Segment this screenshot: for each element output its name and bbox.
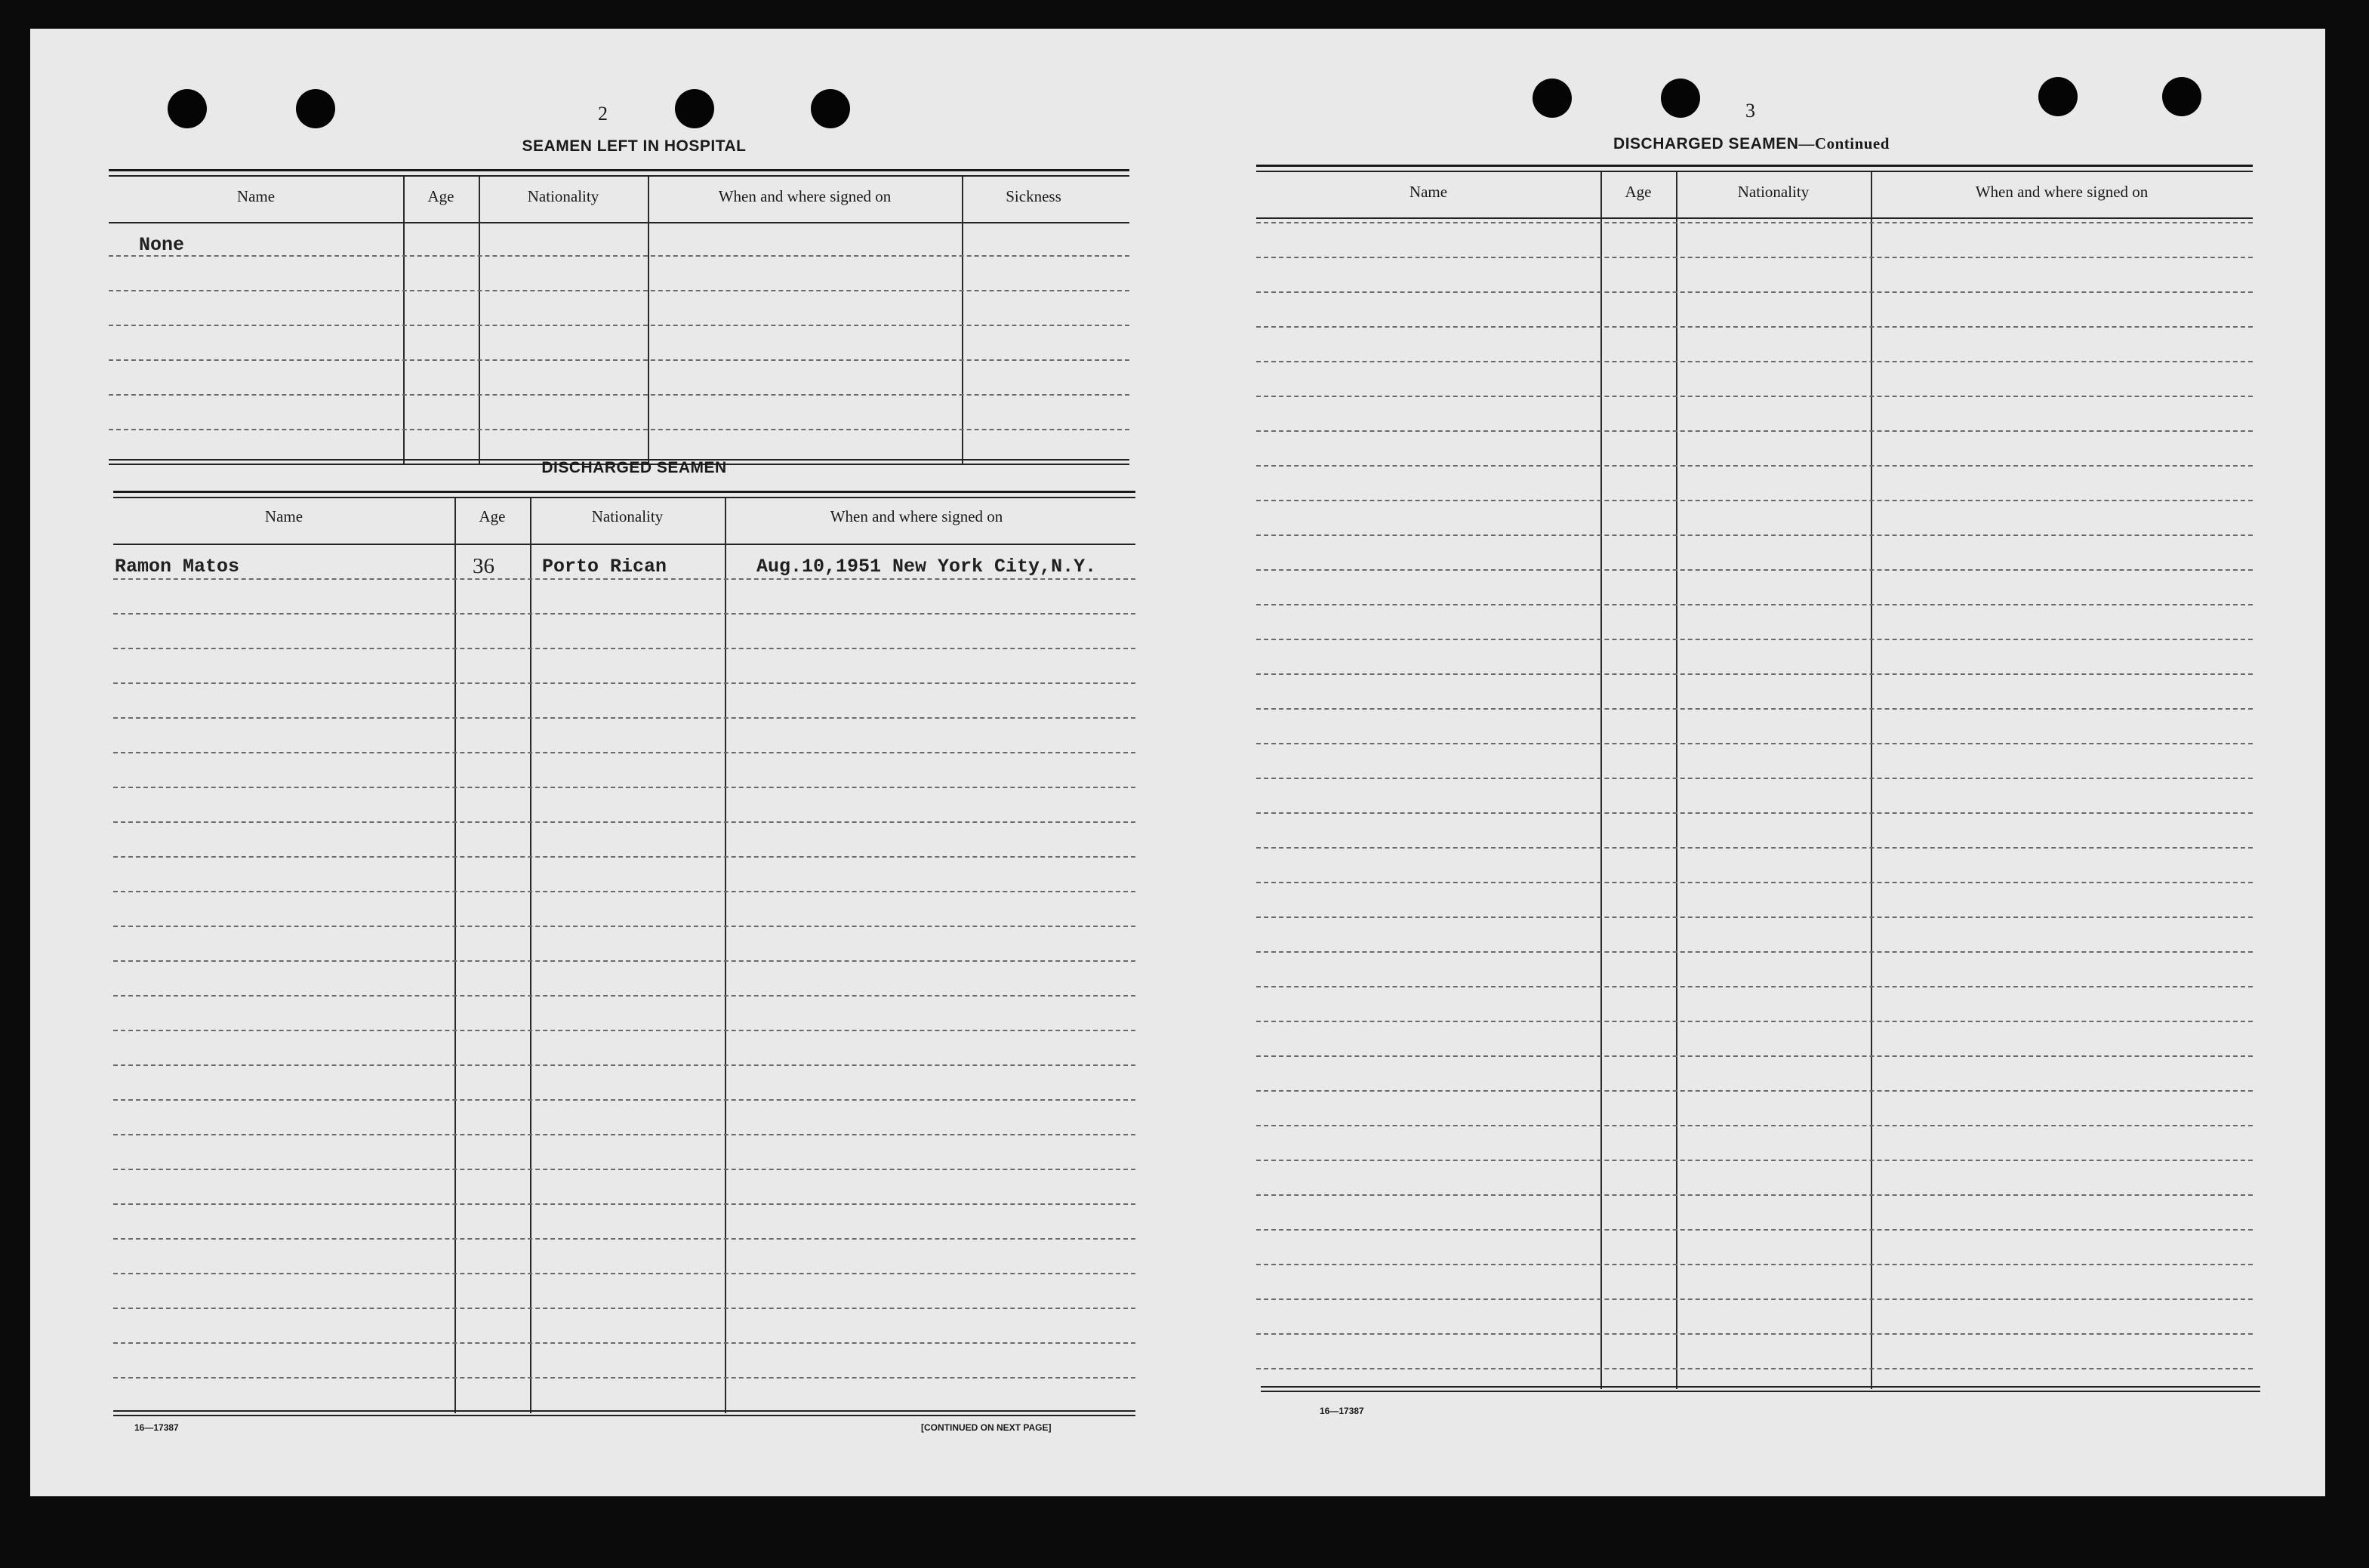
row-rule xyxy=(109,325,1129,326)
table-top-rule xyxy=(109,169,1129,171)
scanned-document xyxy=(30,29,2325,1496)
table-bottom-rule xyxy=(113,1415,1135,1416)
row-rule xyxy=(1256,639,2253,640)
column-header-signed-on: When and where signed on xyxy=(1975,183,2149,201)
row-rule xyxy=(113,1238,1135,1240)
row-rule xyxy=(1256,778,2253,779)
page-number: 2 xyxy=(598,103,608,125)
row-rule xyxy=(1256,812,2253,814)
right-page xyxy=(1163,29,2325,1496)
row-rule xyxy=(113,926,1135,927)
row-rule xyxy=(1256,847,2253,849)
column-header-nationality: Nationality xyxy=(527,187,599,205)
column-header-age: Age xyxy=(479,507,506,525)
row-rule xyxy=(113,891,1135,892)
column-divider xyxy=(962,177,963,464)
row-rule xyxy=(113,821,1135,823)
column-divider xyxy=(454,498,456,1413)
row-rule xyxy=(113,1203,1135,1205)
seaman-nationality: Porto Rican xyxy=(542,556,667,578)
column-header-nationality: Nationality xyxy=(1737,183,1810,201)
hospital-section-title: SEAMEN LEFT IN HOSPITAL xyxy=(522,137,747,155)
column-divider xyxy=(1600,172,1602,1389)
seaman-age: 36 xyxy=(473,554,494,578)
row-rule xyxy=(113,682,1135,684)
row-rule xyxy=(109,394,1129,396)
row-rule xyxy=(1256,291,2253,293)
column-header-name: Name xyxy=(1409,183,1448,201)
row-rule xyxy=(113,1308,1135,1309)
continued-note: [CONTINUED ON NEXT PAGE] xyxy=(921,1422,1052,1433)
row-rule xyxy=(1256,743,2253,744)
row-rule xyxy=(113,648,1135,649)
row-rule xyxy=(1256,986,2253,987)
column-header-age: Age xyxy=(427,187,454,205)
form-number: 16—17387 xyxy=(1320,1406,1364,1416)
row-rule xyxy=(1256,1229,2253,1231)
row-rule xyxy=(109,255,1129,257)
title-suffix: —Continued xyxy=(1798,134,1890,152)
header-rule xyxy=(113,544,1135,545)
row-rule xyxy=(113,1273,1135,1274)
row-rule xyxy=(113,578,1135,580)
row-rule xyxy=(1256,396,2253,397)
form-number: 16—17387 xyxy=(134,1422,179,1433)
row-rule xyxy=(113,717,1135,719)
row-rule xyxy=(113,1064,1135,1066)
column-divider xyxy=(530,498,531,1413)
row-rule xyxy=(1256,1090,2253,1092)
column-header-signed-on: When and where signed on xyxy=(718,187,892,205)
column-header-nationality: Nationality xyxy=(591,507,664,525)
row-rule xyxy=(1256,1264,2253,1265)
column-header-name: Name xyxy=(264,507,303,525)
column-divider xyxy=(648,177,649,464)
header-rule xyxy=(109,222,1129,223)
row-rule xyxy=(1256,569,2253,571)
table-bottom-rule xyxy=(113,1410,1135,1412)
row-rule xyxy=(1256,708,2253,710)
seaman-name: Ramon Matos xyxy=(115,556,240,578)
row-rule xyxy=(113,1030,1135,1031)
row-rule xyxy=(1256,1160,2253,1161)
column-header-name: Name xyxy=(236,187,276,205)
row-rule xyxy=(1256,1125,2253,1126)
discharged-section-title: DISCHARGED SEAMEN xyxy=(541,459,727,476)
row-rule xyxy=(113,995,1135,997)
discharged-continued-title xyxy=(1525,134,1978,153)
seaman-signed-on: Aug.10,1951 New York City,N.Y. xyxy=(756,556,1097,578)
row-rule xyxy=(113,752,1135,753)
row-rule xyxy=(113,613,1135,615)
row-rule xyxy=(1256,673,2253,675)
row-rule xyxy=(113,787,1135,788)
column-divider xyxy=(725,498,726,1413)
title-main: DISCHARGED SEAMEN xyxy=(1613,135,1799,152)
column-divider xyxy=(403,177,405,464)
row-rule xyxy=(1256,361,2253,362)
table-top-rule xyxy=(1256,165,2253,167)
hospital-entry: None xyxy=(139,234,185,256)
row-rule xyxy=(113,1169,1135,1170)
table-bottom-rule xyxy=(1261,1391,2260,1392)
row-rule xyxy=(109,359,1129,361)
row-rule xyxy=(113,1134,1135,1135)
row-rule xyxy=(113,960,1135,962)
column-divider xyxy=(1871,172,1872,1389)
row-rule xyxy=(1256,1298,2253,1300)
table-top-rule xyxy=(113,497,1135,498)
row-rule xyxy=(1256,951,2253,953)
table-bottom-rule xyxy=(1261,1386,2260,1388)
row-rule xyxy=(109,290,1129,291)
row-rule xyxy=(113,1377,1135,1379)
left-page xyxy=(30,29,1163,1496)
column-divider xyxy=(479,177,480,464)
row-rule xyxy=(1256,882,2253,883)
row-rule xyxy=(113,1099,1135,1101)
row-rule xyxy=(1256,326,2253,328)
row-rule xyxy=(1256,1194,2253,1196)
row-rule xyxy=(1256,1333,2253,1335)
row-rule xyxy=(1256,1021,2253,1022)
row-rule xyxy=(1256,916,2253,918)
column-header-sickness: Sickness xyxy=(1006,187,1061,205)
row-rule xyxy=(1256,465,2253,467)
row-rule xyxy=(1256,430,2253,432)
row-rule xyxy=(1256,604,2253,605)
table-top-rule xyxy=(109,175,1129,177)
page-number: 3 xyxy=(1745,100,1755,122)
column-divider xyxy=(1676,172,1677,1389)
column-header-signed-on: When and where signed on xyxy=(830,507,1003,525)
table-top-rule xyxy=(113,491,1135,493)
header-rule xyxy=(1256,217,2253,219)
table-top-rule xyxy=(1256,171,2253,172)
row-rule xyxy=(113,1342,1135,1344)
row-rule xyxy=(1256,257,2253,258)
row-rule xyxy=(1256,1368,2253,1369)
row-rule xyxy=(1256,500,2253,501)
row-rule xyxy=(113,856,1135,858)
row-rule xyxy=(1256,1055,2253,1057)
row-rule xyxy=(1256,222,2253,223)
row-rule xyxy=(109,429,1129,430)
column-header-age: Age xyxy=(1625,183,1652,201)
row-rule xyxy=(1256,534,2253,536)
